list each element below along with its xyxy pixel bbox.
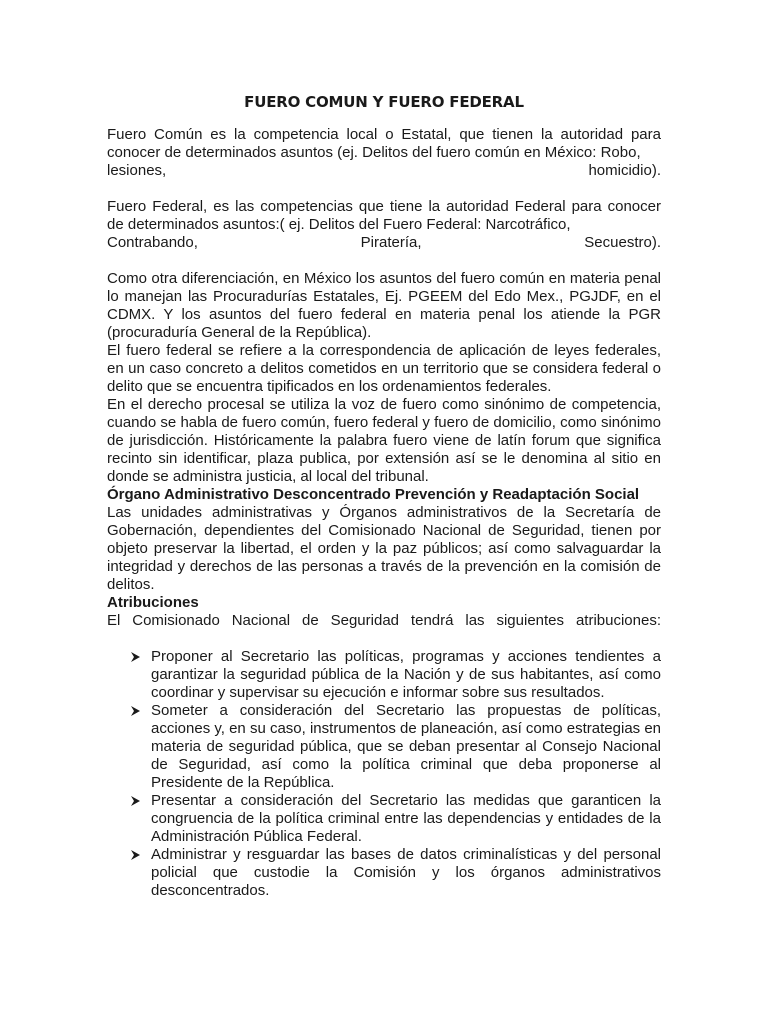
list-item (107, 648, 661, 702)
arrow-bullet-icon (129, 702, 143, 720)
paragraph-last-line: lesiones, homicidio). (107, 162, 661, 179)
arrow-bullet-icon (129, 846, 143, 864)
paragraph-atribuciones-intro: El Comisionado Nacional de Seguridad tendrá las siguientes atribuciones: (107, 612, 661, 629)
arrow-bullet-icon (129, 792, 143, 810)
section-heading-organo: Órgano Administrativo Desconcentrado Prevención y Readaptación Social (107, 486, 640, 503)
paragraph-text: Fuero Federal, es las competencias que tiene la autoridad Federal para conocer de determinados asuntos:( ej. Delitos del Fuero Federal: Narcotráfico, (107, 198, 661, 233)
paragraph-fuero-federal (107, 198, 661, 252)
list-item-text: Proponer al Secretario las políticas, programas y acciones tendientes a garantizar la seguridad pública de la Nación y de sus habitantes, así como coordinar y supervisar su ejecución e informar sobre sus resultados. (151, 648, 661, 701)
document-body (107, 126, 661, 900)
paragraph-diferenciacion: Como otra diferenciación, en México los asuntos del fuero común en materia penal lo manejan las Procuradurías Estatales, Ej. PGEEM del Edo Mex., PGJDF, en el CDMX. Y los asuntos del fuero federal en materia penal los atiende la PGR (procuraduría General de la República). (107, 270, 661, 341)
document-title: FUERO COMUN Y FUERO FEDERAL (244, 93, 524, 111)
paragraph-fuero-comun (107, 126, 661, 180)
list-item-text: Administrar y resguardar las bases de datos criminalísticas y del personal policial que custodie la Comisión y los órganos administrativos desconcentrados. (151, 846, 661, 899)
paragraph-derecho-procesal: En el derecho procesal se utiliza la voz de fuero como sinónimo de competencia, cuando se habla de fuero común, fuero federal y fuero de domicilio, como sinónimo de jurisdicción. Históricamente la palabra fuero viene de latín forum que significa recinto sin identificar, plaza publica, por extensión así se le denomina al sitio en donde se administra justicia, al local del tribunal. (107, 396, 661, 485)
paragraph-fuero-federal-definicion: El fuero federal se refiere a la correspondencia de aplicación de leyes federales, en un caso concreto a delitos cometidos en un territorio que se considera federal o delito que se encuentra tipificados en los ordenamientos federales. (107, 342, 661, 395)
paragraph-last-line: Contrabando, Piratería, Secuestro). (107, 234, 661, 251)
list-item-text: Presentar a consideración del Secretario las medidas que garanticen la congruencia de la política criminal entre las dependencias y entidades de la Administración Pública Federal. (151, 792, 661, 845)
list-item (107, 702, 661, 792)
section-heading-atribuciones: Atribuciones (107, 594, 199, 611)
list-item (107, 792, 661, 846)
list-item (107, 846, 661, 900)
paragraph-text: Fuero Común es la competencia local o Estatal, que tienen la autoridad para conocer de determinados asuntos (ej. Delitos del fuero común en México: Robo, (107, 126, 661, 161)
list-item-text: Someter a consideración del Secretario las propuestas de políticas, acciones y, en su caso, instrumentos de planeación, así como estrategias en materia de seguridad pública, que se deban presentar al Consejo Nacional de Seguridad, así como la política criminal que deba proponerse al Presidente de la República. (151, 702, 662, 791)
atribuciones-list (107, 648, 661, 900)
paragraph-unidades-administrativas: Las unidades administrativas y Órganos administrativos de la Secretaría de Gobernación, dependientes del Comisionado Nacional de Seguridad, tienen por objeto preservar la libertad, el orden y la paz públicos; así como salvaguardar la integridad y derechos de las personas a través de la prevención en la comisión de delitos. (107, 504, 661, 593)
arrow-bullet-icon (129, 648, 143, 666)
